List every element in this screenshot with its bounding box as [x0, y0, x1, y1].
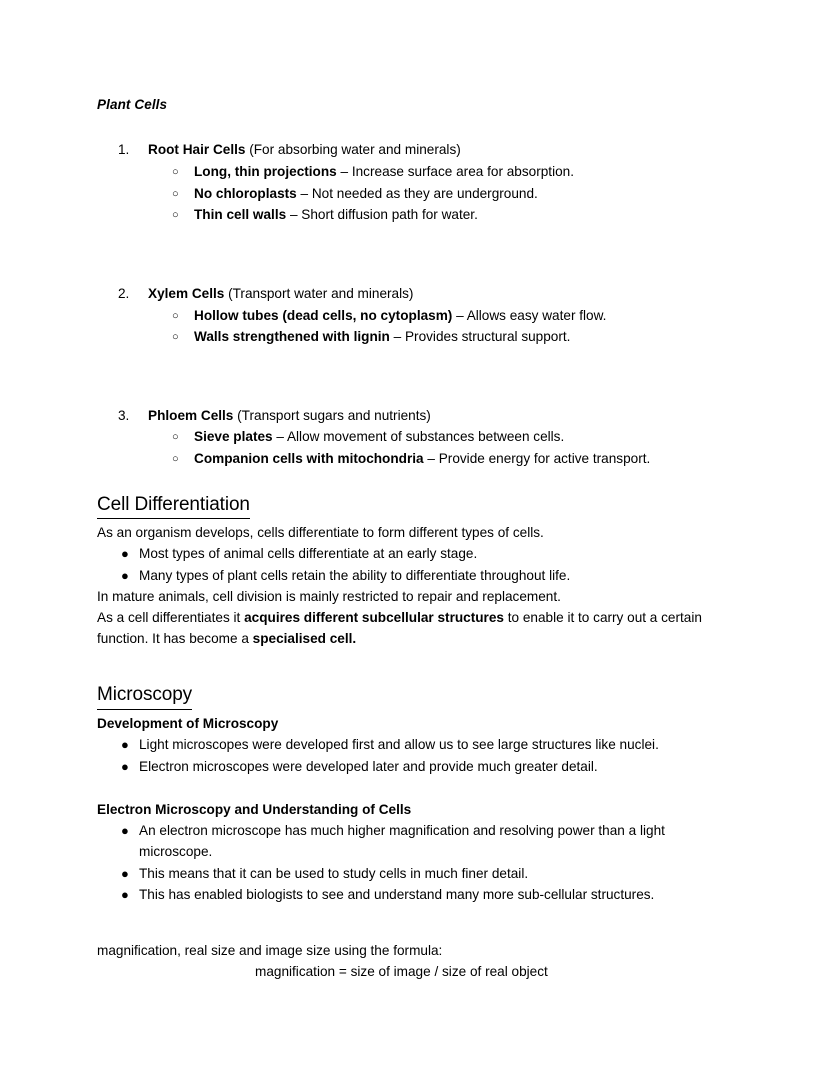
electron-microscopy-subheading: Electron Microscopy and Understanding of Cells — [97, 802, 412, 818]
sub-item-bold: Hollow tubes (dead cells, no cytoplasm) — [194, 307, 453, 323]
dot-bullet-icon: ● — [121, 546, 129, 562]
dot-bullet-icon: ● — [121, 737, 129, 753]
list-item-text: Most types of animal cells differentiate at an early stage. — [139, 546, 478, 562]
cell-differentiation-intro: As an organism develops, cells differentiate to form different types of cells. — [97, 525, 544, 541]
list-item — [148, 327, 717, 348]
dot-bullet-icon: ● — [121, 865, 129, 881]
sub-item-bold: Sieve plates — [194, 429, 273, 445]
list-item — [97, 406, 717, 470]
cell-differentiation-final-paragraph — [97, 608, 717, 649]
circle-bullet-icon: ○ — [172, 209, 179, 222]
item-title — [148, 406, 717, 427]
sub-item-rest: – Allow movement of substances between cells. — [272, 429, 565, 445]
item-title-rest: (Transport sugars and nutrients) — [233, 407, 431, 423]
list-item-text: An electron microscope has much higher magnification and resolving power than a light microscope. — [139, 823, 665, 860]
item-title-rest: (For absorbing water and minerals) — [245, 142, 461, 158]
item-title-rest: (Transport water and minerals) — [224, 285, 414, 301]
list-item-text: This means that it can be used to study cells in much finer detail. — [139, 865, 529, 881]
list-item-text: Electron microscopes were developed later and provide much greater detail. — [139, 758, 598, 774]
plant-cells-heading: Plant Cells — [97, 97, 168, 112]
list-item — [148, 427, 717, 448]
circle-bullet-icon: ○ — [172, 165, 179, 178]
list-item — [148, 306, 717, 327]
list-item — [97, 735, 717, 756]
item-title — [148, 140, 717, 161]
dot-bullet-icon: ● — [121, 887, 129, 903]
circle-bullet-icon: ○ — [172, 309, 179, 322]
sub-item-bold: Long, thin projections — [194, 163, 337, 179]
list-marker: 1. — [118, 142, 130, 158]
circle-bullet-icon: ○ — [172, 453, 179, 466]
cell-differentiation-bullets — [97, 544, 717, 586]
circle-bullet-icon: ○ — [172, 187, 179, 200]
list-item — [97, 140, 717, 226]
document-content — [97, 96, 717, 982]
sub-item-rest: – Provide energy for active transport. — [423, 451, 651, 467]
final-part-2: to enable it to carry out a certain function. It has become a — [97, 610, 702, 646]
list-item — [97, 757, 717, 778]
list-item — [148, 449, 717, 470]
sub-list — [148, 427, 717, 469]
list-item — [97, 885, 717, 906]
list-item — [148, 162, 717, 183]
sub-item-rest: – Increase surface area for absorption. — [336, 163, 575, 179]
final-bold-2: specialised cell. — [252, 630, 357, 646]
sub-list — [148, 306, 717, 348]
list-item — [97, 566, 717, 587]
development-of-microscopy-subheading: Development of Microscopy — [97, 716, 279, 732]
electron-microscopy-bullets — [97, 821, 717, 906]
sub-item-bold: No chloroplasts — [194, 185, 297, 201]
list-marker: 2. — [118, 285, 130, 301]
list-item — [97, 864, 717, 885]
development-of-microscopy-bullets — [97, 735, 717, 777]
circle-bullet-icon: ○ — [172, 331, 179, 344]
item-title — [148, 284, 717, 305]
microscopy-heading: Microscopy — [97, 683, 192, 710]
item-title-bold: Xylem Cells — [148, 285, 225, 301]
cell-differentiation-after-bullets: In mature animals, cell division is mainly restricted to repair and replacement. — [97, 589, 561, 605]
microscopy-section — [97, 683, 717, 714]
list-item-text: Many types of plant cells retain the ability to differentiate throughout life. — [139, 567, 571, 583]
sub-list — [148, 162, 717, 226]
sub-item-rest: – Not needed as they are underground. — [296, 185, 538, 201]
sub-item-bold: Companion cells with mitochondria — [194, 451, 424, 467]
list-item — [97, 284, 717, 348]
circle-bullet-icon: ○ — [172, 431, 179, 444]
final-part-1: As a cell differentiates it — [97, 610, 245, 626]
list-item-text: Light microscopes were developed first and allow us to see large structures like nuclei. — [139, 737, 659, 753]
list-item — [97, 821, 717, 862]
item-title-bold: Phloem Cells — [148, 407, 234, 423]
sub-item-rest: – Allows easy water flow. — [452, 307, 607, 323]
list-item — [148, 184, 717, 205]
dot-bullet-icon: ● — [121, 823, 129, 839]
list-item — [97, 544, 717, 565]
plant-cells-list — [97, 140, 717, 470]
magnification-formula: magnification = size of image / size of real object — [255, 963, 548, 979]
sub-item-bold: Thin cell walls — [194, 207, 287, 223]
cell-differentiation-section — [97, 493, 717, 524]
cell-differentiation-heading: Cell Differentiation — [97, 493, 250, 520]
magnification-formula-intro: magnification, real size and image size using the formula: — [97, 943, 443, 959]
dot-bullet-icon: ● — [121, 758, 129, 774]
list-item-text: This has enabled biologists to see and understand many more sub-cellular structures. — [139, 887, 655, 903]
final-bold-1: acquires different subcellular structures — [244, 610, 504, 626]
dot-bullet-icon: ● — [121, 567, 129, 583]
sub-item-rest: – Short diffusion path for water. — [286, 207, 478, 223]
list-marker: 3. — [118, 407, 130, 423]
sub-item-bold: Walls strengthened with lignin — [194, 329, 390, 345]
sub-item-rest: – Provides structural support. — [389, 329, 571, 345]
list-item — [148, 205, 717, 226]
item-title-bold: Root Hair Cells — [148, 142, 246, 158]
